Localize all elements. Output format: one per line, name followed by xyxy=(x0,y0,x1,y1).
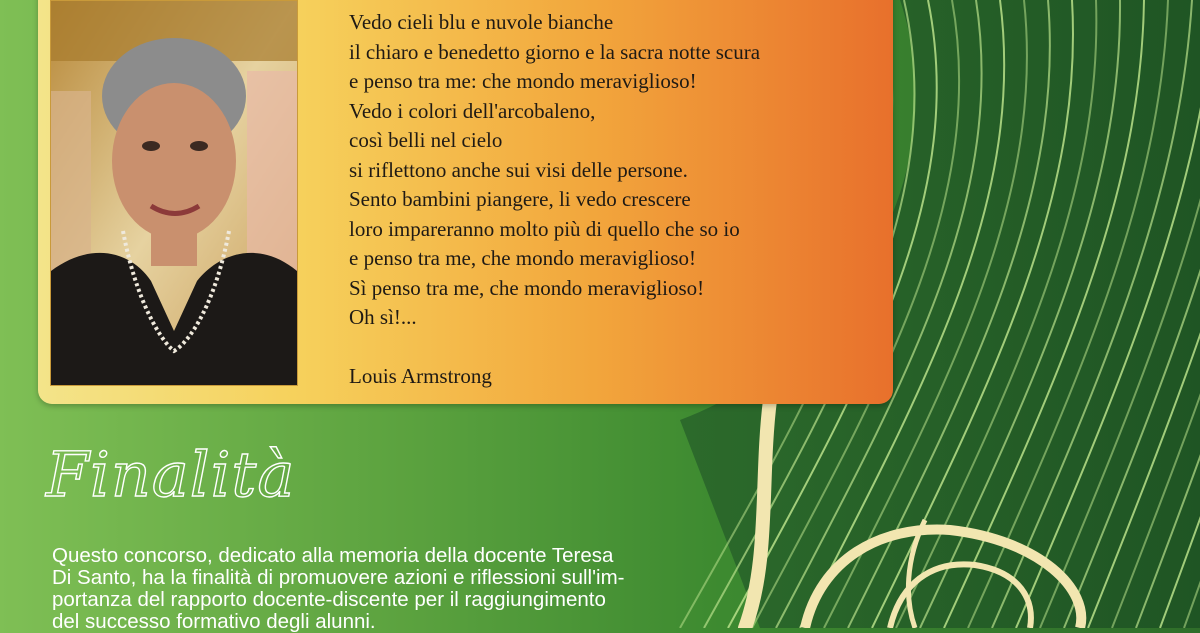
poem-text xyxy=(349,8,869,333)
poem-line: e penso tra me: che mondo meraviglioso! xyxy=(349,69,697,93)
section-body xyxy=(52,545,742,633)
body-line: Di Santo, ha la finalità di promuovere azioni e riflessioni sull'im- xyxy=(52,566,625,589)
poem-line: Sì penso tra me, che mondo meraviglioso! xyxy=(349,275,705,300)
poem-line: e penso tra me, che mondo meraviglioso! xyxy=(349,246,696,270)
poem-line: il chiaro e benedetto giorno e la sacra notte scura xyxy=(349,39,761,64)
poem-line: così belli nel cielo xyxy=(349,128,503,152)
section-heading: Finalità xyxy=(46,438,296,511)
poem-line: Oh sì!... xyxy=(349,305,417,329)
portrait-illustration xyxy=(51,1,297,385)
poem-author: Louis Armstrong xyxy=(349,364,492,388)
poem-line: si riflettono anche sui visi delle persone. xyxy=(349,157,688,182)
poem-line: Vedo i colori dell'arcobaleno, xyxy=(349,98,596,123)
body-line: portanza del rapporto docente-discente per il raggiungimento xyxy=(52,588,606,611)
body-line: Questo concorso, dedicato alla memoria della docente Teresa xyxy=(52,544,614,567)
poem-line: Vedo cieli blu e nuvole bianche xyxy=(349,10,614,34)
poem-line: loro impareranno molto più di quello che so io xyxy=(349,216,740,241)
poem-line: Sento bambini piangere, li vedo crescere xyxy=(349,187,691,211)
portrait-photo xyxy=(50,0,298,386)
body-line: del successo formativo degli alunni. xyxy=(52,610,376,633)
